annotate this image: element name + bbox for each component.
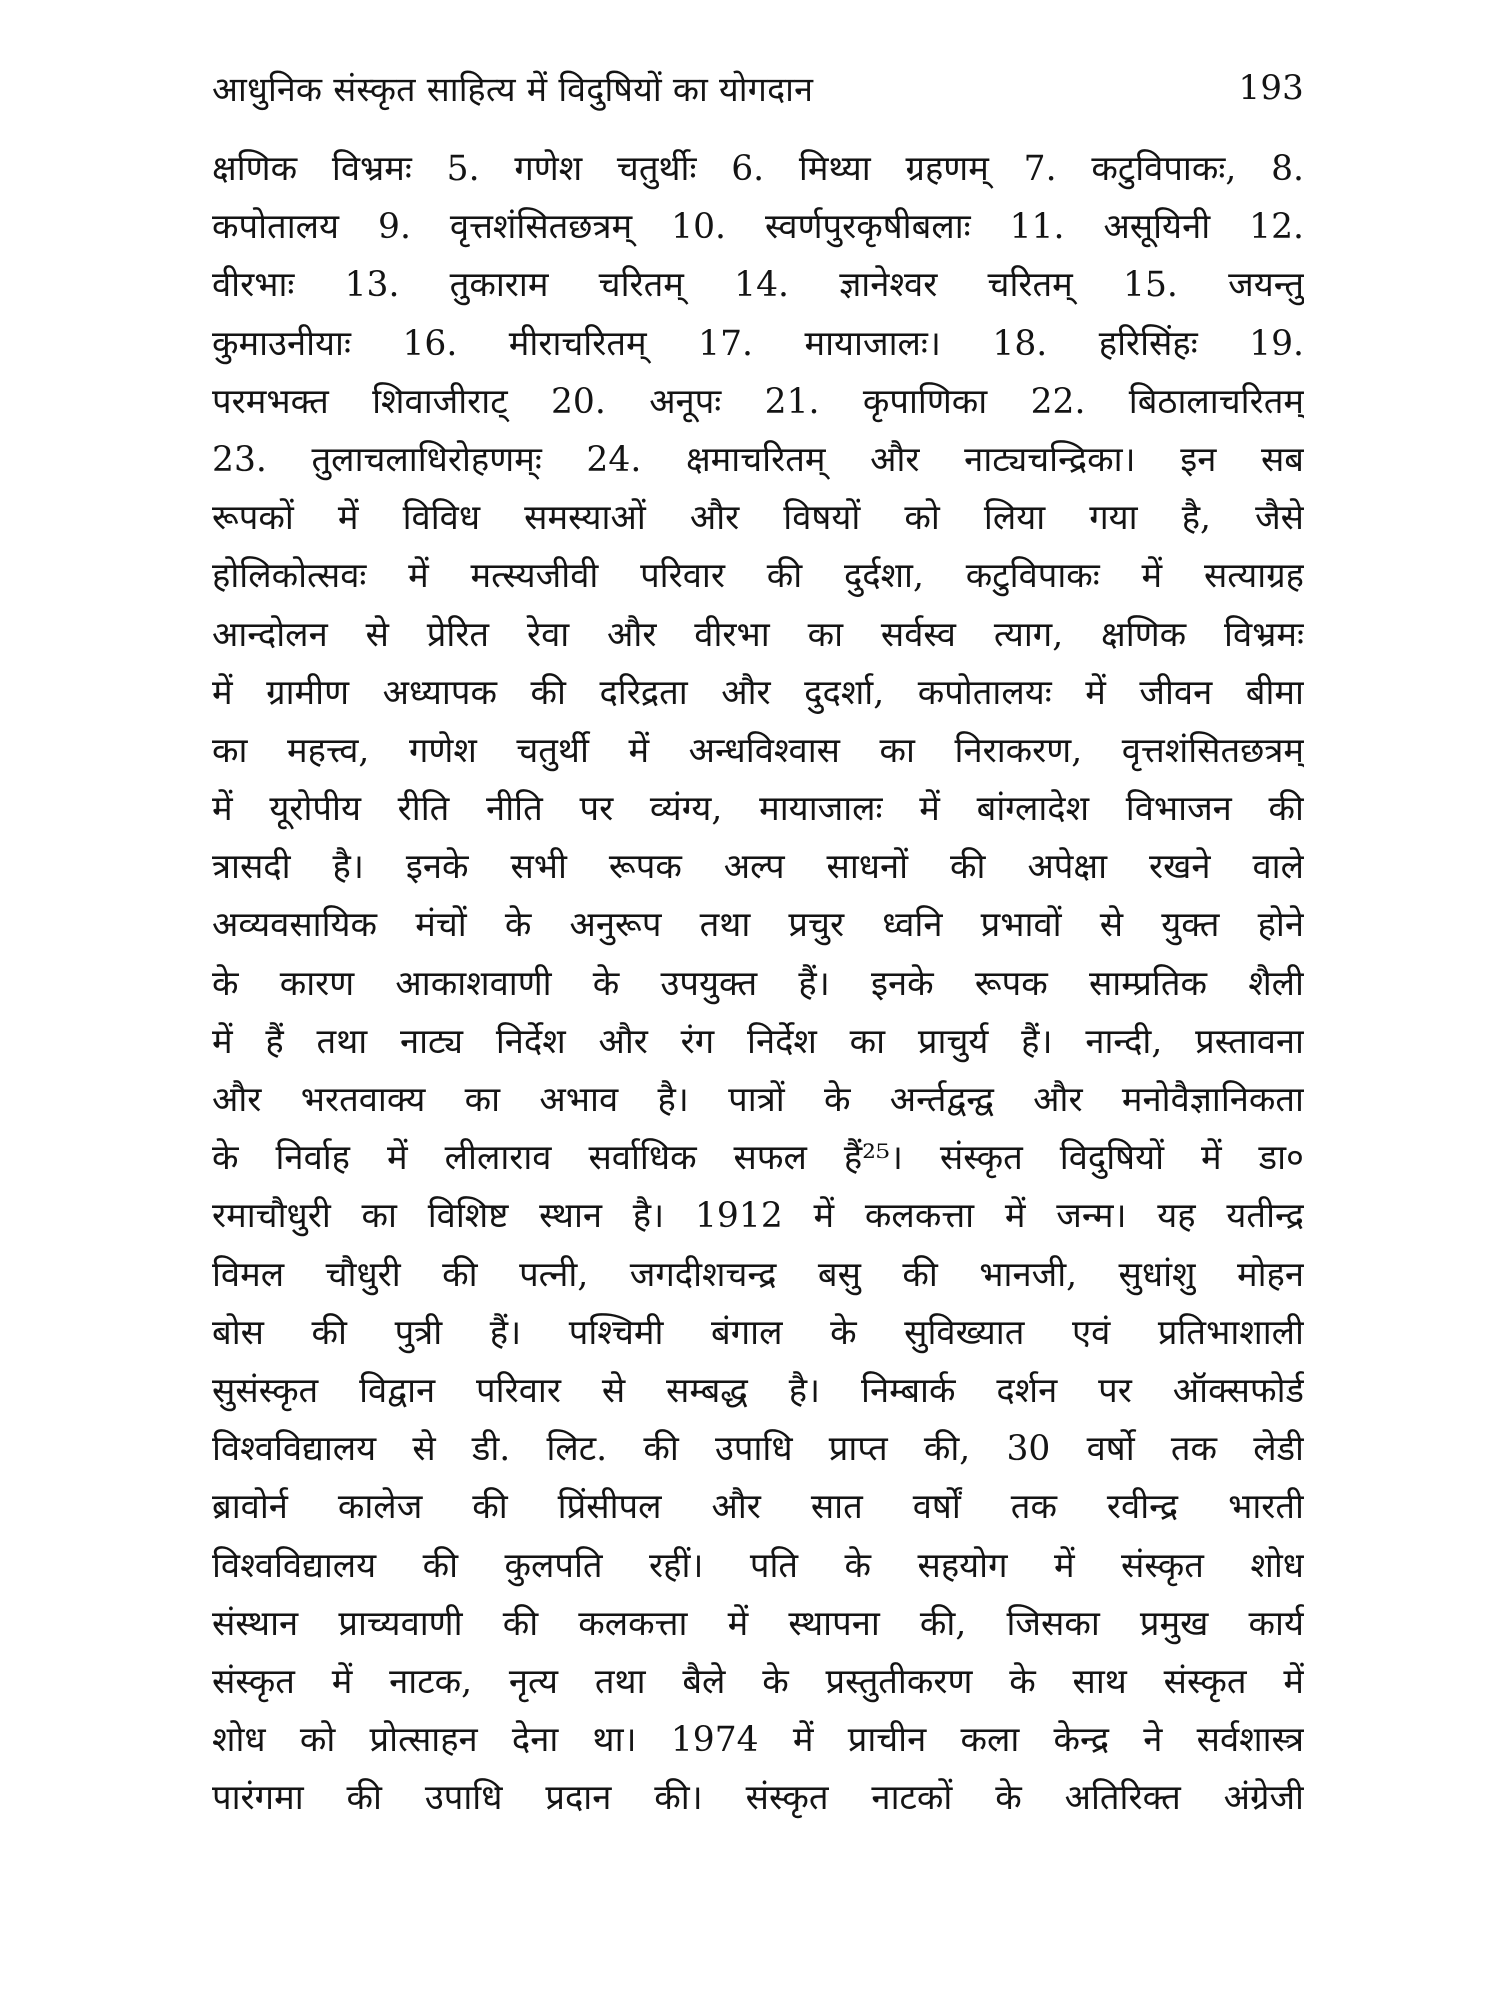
running-title: आधुनिक संस्कृत साहित्य में विदुषियों का योगदान <box>212 70 814 110</box>
running-header <box>212 58 1304 118</box>
text-line: रूपकों में विविध समस्याओं और विषयों को लिया गया है, जैसे <box>212 498 1304 539</box>
text-line: संस्कृत में नाटक, नृत्य तथा बैले के प्रस्तुतीकरण के साथ संस्कृत में <box>212 1661 1304 1702</box>
body-paragraph <box>212 140 1304 1827</box>
text-line: सुसंस्कृत विद्वान परिवार से सम्बद्ध है। निम्बार्क दर्शन पर ऑक्सफोर्ड <box>212 1370 1304 1411</box>
text-line: संस्थान प्राच्यवाणी की कलकत्ता में स्थापना की, जिसका प्रमुख कार्य <box>212 1603 1304 1644</box>
text-line: बोस की पुत्री हैं। पश्चिमी बंगाल के सुविख्यात एवं प्रतिभाशाली <box>212 1312 1304 1353</box>
text-line: वीरभाः 13. तुकाराम चरितम् 14. ज्ञानेश्वर चरितम् 15. जयन्तु <box>212 265 1304 306</box>
text-line: में हैं तथा नाट्य निर्देश और रंग निर्देश का प्राचुर्य हैं। नान्दी, प्रस्तावना <box>212 1021 1304 1062</box>
text-line: ब्रावोर्न कालेज की प्रिंसीपल और सात वर्षों तक रवीन्द्र भारती <box>212 1487 1304 1528</box>
text-line: रमाचौधुरी का विशिष्ट स्थान है। 1912 में कलकत्ता में जन्म। यह यतीन्द्र <box>212 1196 1304 1237</box>
text-line: और भरतवाक्य का अभाव है। पात्रों के अर्न्तद्वन्द्व और मनोवैज्ञानिकता <box>212 1080 1304 1120</box>
text-line: विश्वविद्यालय की कुलपति रहीं। पति के सहयोग में संस्कृत शोध <box>212 1545 1304 1586</box>
text-line: परमभक्त शिवाजीराट् 20. अनूपः 21. कृपाणिका 22. बिठालाचरितम् <box>212 381 1304 422</box>
text-line: आन्दोलन से प्रेरित रेवा और वीरभा का सर्वस्व त्याग, क्षणिक विभ्रमः <box>212 614 1304 655</box>
text-line: कुमाउनीयाः 16. मीराचरितम् 17. मायाजालः। 18. हरिसिंहः 19. <box>212 323 1304 364</box>
text-line: के निर्वाह में लीलाराव सर्वाधिक सफल हैं²⁵। संस्कृत विदुषियों में डा० <box>212 1138 1304 1179</box>
text-line: शोध को प्रोत्साहन देना था। 1974 में प्राचीन कला केन्द्र ने सर्वशास्त्र <box>212 1720 1304 1761</box>
text-line: विमल चौधुरी की पत्नी, जगदीशचन्द्र बसु की भानजी, सुधांशु मोहन <box>212 1254 1304 1295</box>
text-line: विश्वविद्यालय से डी. लिट. की उपाधि प्राप्त की, 30 वर्षो तक लेडी <box>212 1429 1304 1470</box>
text-line: क्षणिक विभ्रमः 5. गणेश चतुर्थीः 6. मिथ्या ग्रहणम् 7. कटुविपाकः, 8. <box>212 149 1304 189</box>
text-line: कपोतालय 9. वृत्तशंसितछत्रम् 10. स्वर्णपुरकृषीबलाः 11. असूयिनी 12. <box>212 207 1304 248</box>
text-line: त्रासदी है। इनके सभी रूपक अल्प साधनों की अपेक्षा रखने वाले <box>212 847 1304 888</box>
text-line: में यूरोपीय रीति नीति पर व्यंग्य, मायाजालः में बांग्लादेश विभाजन की <box>212 789 1304 830</box>
text-line: अव्यवसायिक मंचों के अनुरूप तथा प्रचुर ध्वनि प्रभावों से युक्त होने <box>212 905 1304 946</box>
text-line: का महत्त्व, गणेश चतुर्थी में अन्धविश्वास का निराकरण, वृत्तशंसितछत्रम् <box>212 730 1304 771</box>
text-line: होलिकोत्सवः में मत्स्यजीवी परिवार की दुर्दशा, कटुविपाकः में सत्याग्रह <box>212 556 1304 597</box>
page-number: 193 <box>1238 68 1304 108</box>
text-line: में ग्रामीण अध्यापक की दरिद्रता और दुदर्शा, कपोतालयः में जीवन बीमा <box>212 672 1304 713</box>
text-line: के कारण आकाशवाणी के उपयुक्त हैं। इनके रूपक साम्प्रतिक शैली <box>212 963 1304 1004</box>
text-line: 23. तुलाचलाधिरोहणम्ः 24. क्षमाचरितम् और नाट्यचन्द्रिका। इन सब <box>212 439 1304 480</box>
text-line: पारंगमा की उपाधि प्रदान की। संस्कृत नाटकों के अतिरिक्त अंग्रेजी <box>212 1778 1304 1819</box>
